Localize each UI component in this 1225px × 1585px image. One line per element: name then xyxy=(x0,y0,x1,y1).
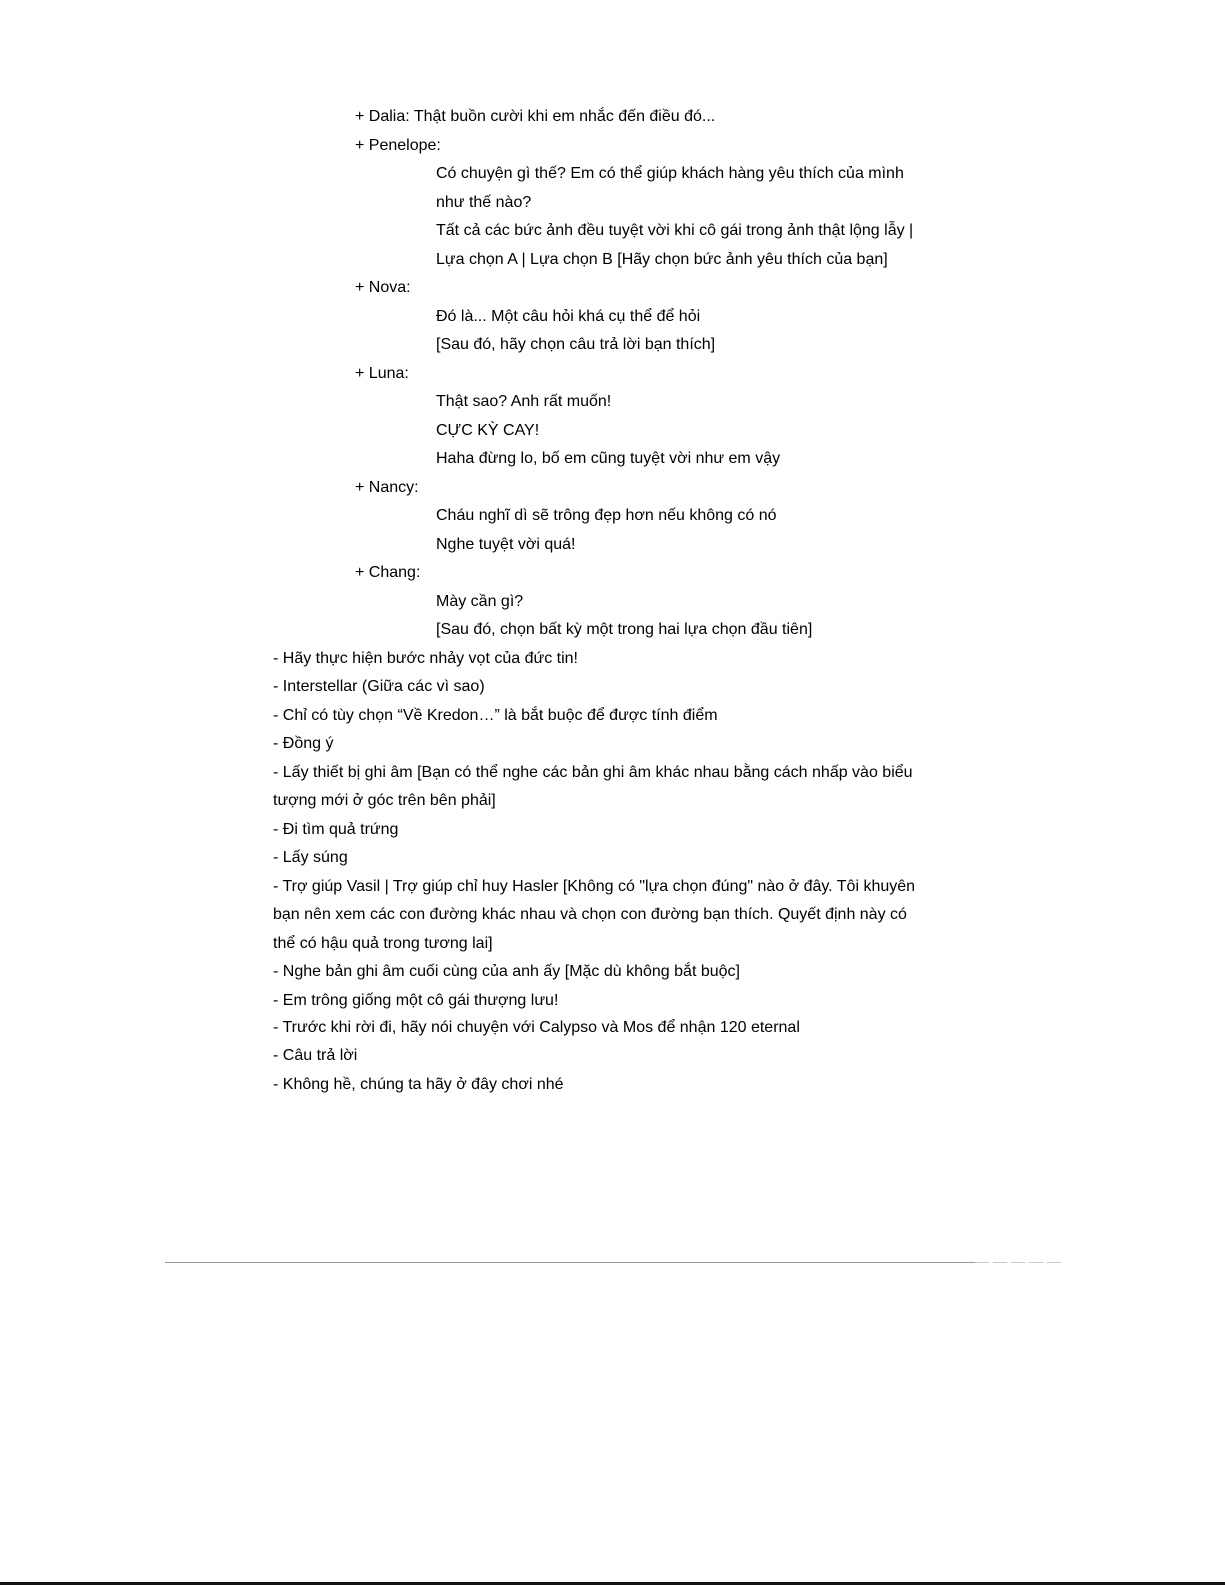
character-heading-nova: + Nova: xyxy=(355,279,411,296)
walkthrough-step: - Interstellar (Giữa các vì sao) xyxy=(273,678,485,695)
walkthrough-step-continuation: tượng mới ở góc trên bên phải] xyxy=(273,792,496,809)
character-heading-chang: + Chang: xyxy=(355,564,421,581)
dialogue-option: Cháu nghĩ dì sẽ trông đẹp hơn nếu không có nó xyxy=(436,507,777,524)
dialogue-option: CỰC KỲ CAY! xyxy=(436,422,540,439)
walkthrough-step: - Đi tìm quả trứng xyxy=(273,821,399,838)
walkthrough-step: - Chỉ có tùy chọn “Về Kredon…” là bắt buộc để được tính điểm xyxy=(273,707,718,724)
walkthrough-step: - Trợ giúp Vasil | Trợ giúp chỉ huy Hasler [Không có "lựa chọn đúng" nào ở đây. Tôi khuyên xyxy=(273,878,916,895)
walkthrough-step: - Lấy thiết bị ghi âm [Bạn có thể nghe các bản ghi âm khác nhau bằng cách nhấp vào biểu xyxy=(273,764,913,781)
walkthrough-step: - Hãy thực hiện bước nhảy vọt của đức tin! xyxy=(273,650,578,667)
walkthrough-step: - Trước khi rời đi, hãy nói chuyện với Calypso và Mos để nhận 120 eternal xyxy=(273,1019,800,1036)
dialogue-option: như thế nào? xyxy=(436,194,532,211)
character-heading-luna: + Luna: xyxy=(355,365,409,382)
dialogue-option: [Sau đó, hãy chọn câu trả lời bạn thích] xyxy=(436,336,716,353)
dialogue-option: Mày cần gì? xyxy=(436,593,524,610)
dialogue-option: [Sau đó, chọn bất kỳ một trong hai lựa chọn đầu tiên] xyxy=(436,621,813,638)
walkthrough-step: - Không hề, chúng ta hãy ở đây chơi nhé xyxy=(273,1076,564,1093)
walkthrough-step-continuation: bạn nên xem các con đường khác nhau và chọn con đường bạn thích. Quyết định này có xyxy=(273,906,907,923)
character-heading-nancy: + Nancy: xyxy=(355,479,419,496)
walkthrough-step: - Em trông giống một cô gái thượng lưu! xyxy=(273,992,559,1009)
dialogue-line-dalia: + Dalia: Thật buồn cười khi em nhắc đến điều đó... xyxy=(355,108,716,125)
dialogue-option: Nghe tuyệt vời quá! xyxy=(436,536,576,553)
dialogue-option: Thật sao? Anh rất muốn! xyxy=(436,393,612,410)
walkthrough-step: - Nghe bản ghi âm cuối cùng của anh ấy [Mặc dù không bắt buộc] xyxy=(273,963,740,980)
walkthrough-step: - Lấy súng xyxy=(273,849,348,866)
dialogue-option: Tất cả các bức ảnh đều tuyệt vời khi cô gái trong ảnh thật lộng lẫy | xyxy=(436,222,914,239)
dialogue-option: Có chuyện gì thế? Em có thể giúp khách hàng yêu thích của mình xyxy=(436,165,904,182)
footer-divider xyxy=(165,1262,975,1263)
walkthrough-step: - Câu trả lời xyxy=(273,1047,358,1064)
walkthrough-step-continuation: thể có hậu quả trong tương lai] xyxy=(273,935,493,952)
character-heading-penelope: + Penelope: xyxy=(355,137,441,154)
footer-divider-tail xyxy=(975,1262,1061,1263)
dialogue-option: Lựa chọn A | Lựa chọn B [Hãy chọn bức ảnh yêu thích của bạn] xyxy=(436,251,888,268)
dialogue-option: Haha đừng lo, bố em cũng tuyệt vời như em vậy xyxy=(436,450,781,467)
walkthrough-step: - Đồng ý xyxy=(273,735,334,752)
dialogue-option: Đó là... Một câu hỏi khá cụ thể để hỏi xyxy=(436,308,701,325)
